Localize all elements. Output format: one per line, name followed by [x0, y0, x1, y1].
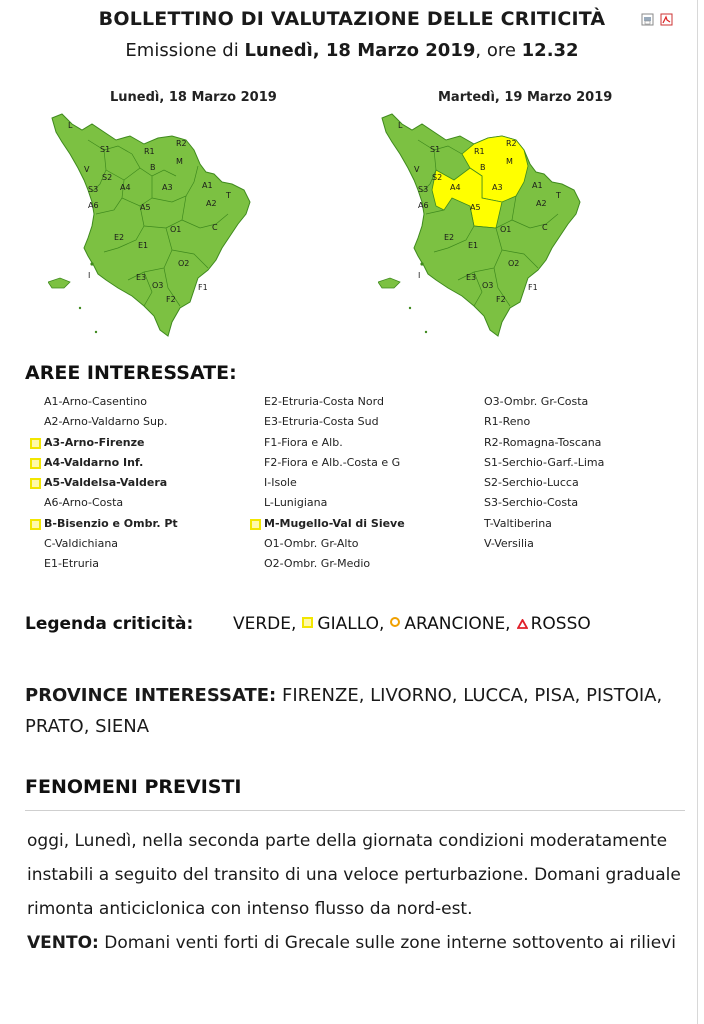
divider — [25, 810, 685, 811]
area-item — [246, 493, 405, 513]
zone-label-v: V — [414, 165, 420, 174]
zone-label-a6: A6 — [418, 201, 429, 210]
zone-label-a5: A5 — [470, 203, 481, 212]
zone-label-a4: A4 — [120, 183, 131, 192]
area-item-label: F1-Fiora e Alb. — [264, 435, 343, 449]
aree-column-1 — [26, 392, 178, 575]
vento-label: VENTO: — [27, 933, 99, 953]
area-item — [26, 453, 178, 473]
aree-heading: AREE INTERESSATE: — [25, 362, 237, 384]
zone-label-a2: A2 — [536, 199, 547, 208]
zone-label-f1: F1 — [528, 283, 538, 292]
legenda-verde: VERDE, — [233, 614, 297, 634]
zone-label-r2: R2 — [176, 139, 187, 148]
area-item-label: B-Bisenzio e Ombr. Pt — [44, 516, 178, 530]
legenda-giallo: GIALLO, — [317, 614, 385, 634]
yellow-square-icon — [302, 617, 313, 628]
fenomeni-heading: FENOMENI PREVISTI — [25, 776, 242, 798]
island-pianosa — [79, 307, 81, 309]
print-icon[interactable] — [641, 11, 654, 24]
area-item-label: O3-Ombr. Gr-Costa — [484, 395, 589, 408]
yellow-square-icon — [250, 519, 261, 530]
emission-time: 12.32 — [521, 40, 579, 61]
emission-line — [0, 40, 704, 61]
yellow-square-icon — [30, 438, 41, 449]
zone-label-t: T — [226, 191, 231, 200]
zone-label-a5: A5 — [140, 203, 151, 212]
zone-label-e3: E3 — [136, 273, 147, 282]
pdf-icon[interactable] — [660, 11, 673, 24]
province-interessate — [25, 680, 675, 742]
island-elba — [48, 278, 70, 288]
area-item — [246, 453, 405, 473]
area-item — [246, 554, 405, 574]
zone-label-a1: A1 — [202, 181, 213, 190]
island-montecristo — [425, 331, 427, 333]
emission-mid: , ore — [475, 40, 522, 61]
area-item — [26, 473, 178, 493]
bulletin-title: BOLLETTINO DI VALUTAZIONE DELLE CRITICITÀ — [98, 8, 606, 30]
area-item-label: C-Valdichiana — [44, 537, 119, 551]
island-pianosa — [409, 307, 411, 309]
zone-label-f1: F1 — [198, 283, 208, 292]
zone-label-b: B — [480, 163, 486, 172]
area-item — [26, 392, 178, 412]
aree-column-3 — [466, 392, 604, 554]
orange-circle-icon — [390, 617, 400, 627]
area-item — [466, 453, 604, 473]
area-item-label: A5-Valdelsa-Valdera — [44, 476, 168, 490]
zone-label-e1: E1 — [468, 241, 479, 250]
area-item-label: V-Versilia — [484, 537, 534, 551]
area-item-label: S2-Serchio-Lucca — [484, 476, 579, 490]
area-item-label: M-Mugello-Val di Sieve — [264, 516, 405, 530]
aree-column-2 — [246, 392, 405, 575]
zone-label-s2: S2 — [432, 173, 443, 182]
zone-label-b: B — [150, 163, 156, 172]
zone-label-m: M — [506, 157, 513, 166]
area-item — [466, 473, 604, 493]
island-capraia — [90, 262, 93, 265]
area-item-label: A2-Arno-Valdarno Sup. — [44, 415, 168, 429]
area-item-label: O1-Ombr. Gr-Alto — [264, 537, 359, 551]
island-montecristo — [95, 331, 97, 333]
legenda-label: Legenda criticità: — [25, 614, 194, 634]
island-elba — [378, 278, 400, 288]
zone-label-o3: O3 — [482, 281, 494, 290]
area-item — [26, 534, 178, 554]
zone-label-e2: E2 — [114, 233, 125, 242]
zone-label-o1: O1 — [500, 225, 512, 234]
zone-label-i: I — [418, 271, 421, 280]
zone-label-f2: F2 — [496, 295, 506, 304]
legenda-arancione: ARANCIONE, — [404, 614, 511, 634]
zone-label-t: T — [556, 191, 561, 200]
zone-label-s3: S3 — [88, 185, 99, 194]
area-item-label: L-Lunigiana — [264, 496, 328, 510]
area-item — [26, 493, 178, 513]
area-item-label: A6-Arno-Costa — [44, 496, 124, 510]
area-item — [26, 514, 178, 534]
area-item — [246, 473, 405, 493]
area-item — [466, 433, 604, 453]
zone-label-e3: E3 — [466, 273, 477, 282]
fenomeni-text — [27, 824, 682, 960]
map-label-day1: Lunedì, 18 Marzo 2019 — [110, 90, 277, 105]
area-item — [466, 534, 604, 554]
zone-label-l: L — [398, 121, 403, 130]
red-triangle-icon — [517, 619, 528, 629]
zone-label-r1: R1 — [474, 147, 485, 156]
zone-label-s1: S1 — [100, 145, 111, 154]
area-item — [26, 554, 178, 574]
yellow-square-icon — [30, 458, 41, 469]
zone-label-s1: S1 — [430, 145, 441, 154]
island-capraia — [420, 262, 423, 265]
area-item — [26, 412, 178, 432]
legenda — [25, 614, 591, 634]
area-item-label: R2-Romagna-Toscana — [484, 435, 602, 449]
yellow-square-icon — [30, 478, 41, 489]
province-label: PROVINCE INTERESSATE: — [25, 685, 277, 706]
zone-label-s3: S3 — [418, 185, 429, 194]
zone-label-f2: F2 — [166, 295, 176, 304]
emission-prefix: Emissione di — [125, 40, 245, 61]
area-item — [246, 514, 405, 534]
area-item-label: I-Isole — [264, 476, 297, 490]
emission-date: Lunedì, 18 Marzo 2019 — [244, 40, 476, 61]
zone-label-o2: O2 — [178, 259, 190, 268]
area-item-label: E3-Etruria-Costa Sud — [264, 415, 379, 429]
area-item-label: A3-Arno-Firenze — [44, 435, 145, 449]
area-item — [246, 534, 405, 554]
zone-label-a3: A3 — [162, 183, 173, 192]
area-item — [26, 433, 178, 453]
zone-label-c: C — [542, 223, 548, 232]
map-label-day2: Martedì, 19 Marzo 2019 — [438, 90, 613, 105]
fenomeni-body: oggi, Lunedì, nella seconda parte della giornata condizioni moderatamente instabili a seguito del transito di una veloce perturbazione. Domani graduale rimonta anticiclonica con intenso flusso da nord-est. — [27, 831, 681, 919]
zone-label-o2: O2 — [508, 259, 520, 268]
area-item — [246, 412, 405, 432]
legenda-rosso: ROSSO — [530, 614, 591, 634]
area-item-label: O2-Ombr. Gr-Medio — [264, 557, 371, 571]
map-day2[interactable] — [378, 110, 588, 342]
area-item-label: F2-Fiora e Alb.-Costa e G — [264, 455, 401, 469]
area-item — [466, 412, 604, 432]
area-item-label: T-Valtiberina — [484, 516, 552, 530]
yellow-square-icon — [30, 519, 41, 530]
vento-text: Domani venti forti di Grecale sulle zone interne sottovento ai rilievi — [98, 933, 676, 953]
zone-label-s2: S2 — [102, 173, 113, 182]
zone-label-i: I — [88, 271, 91, 280]
area-item-label: A1-Arno-Casentino — [44, 395, 147, 408]
province-value: FIRENZE, LIVORNO, LUCCA, PISA, PISTOIA, PRATO, SIENA — [25, 685, 663, 737]
area-item — [466, 514, 604, 534]
area-item-label: E1-Etruria — [44, 557, 99, 571]
zone-label-e1: E1 — [138, 241, 149, 250]
area-item-label: S1-Serchio-Garf.-Lima — [484, 455, 605, 469]
page-border — [697, 0, 698, 1024]
zone-label-a2: A2 — [206, 199, 217, 208]
zone-label-a4: A4 — [450, 183, 461, 192]
zone-label-r2: R2 — [506, 139, 517, 148]
zone-label-r1: R1 — [144, 147, 155, 156]
zone-label-a1: A1 — [532, 181, 543, 190]
zone-label-c: C — [212, 223, 218, 232]
zone-label-v: V — [84, 165, 90, 174]
zone-label-a3: A3 — [492, 183, 503, 192]
zone-label-m: M — [176, 157, 183, 166]
toolbar-icons — [641, 11, 673, 24]
zone-label-l: L — [68, 121, 73, 130]
zone-label-o3: O3 — [152, 281, 164, 290]
zone-label-o1: O1 — [170, 225, 182, 234]
area-item-label: E2-Etruria-Costa Nord — [264, 395, 384, 408]
area-item — [466, 493, 604, 513]
area-item-label: S3-Serchio-Costa — [484, 496, 579, 510]
area-item-label: A4-Valdarno Inf. — [44, 455, 144, 469]
area-item — [246, 392, 405, 412]
area-item — [466, 392, 604, 412]
area-item — [246, 433, 405, 453]
zone-label-a6: A6 — [88, 201, 99, 210]
map-day1[interactable] — [48, 110, 258, 342]
zone-label-e2: E2 — [444, 233, 455, 242]
area-item-label: R1-Reno — [484, 415, 531, 429]
